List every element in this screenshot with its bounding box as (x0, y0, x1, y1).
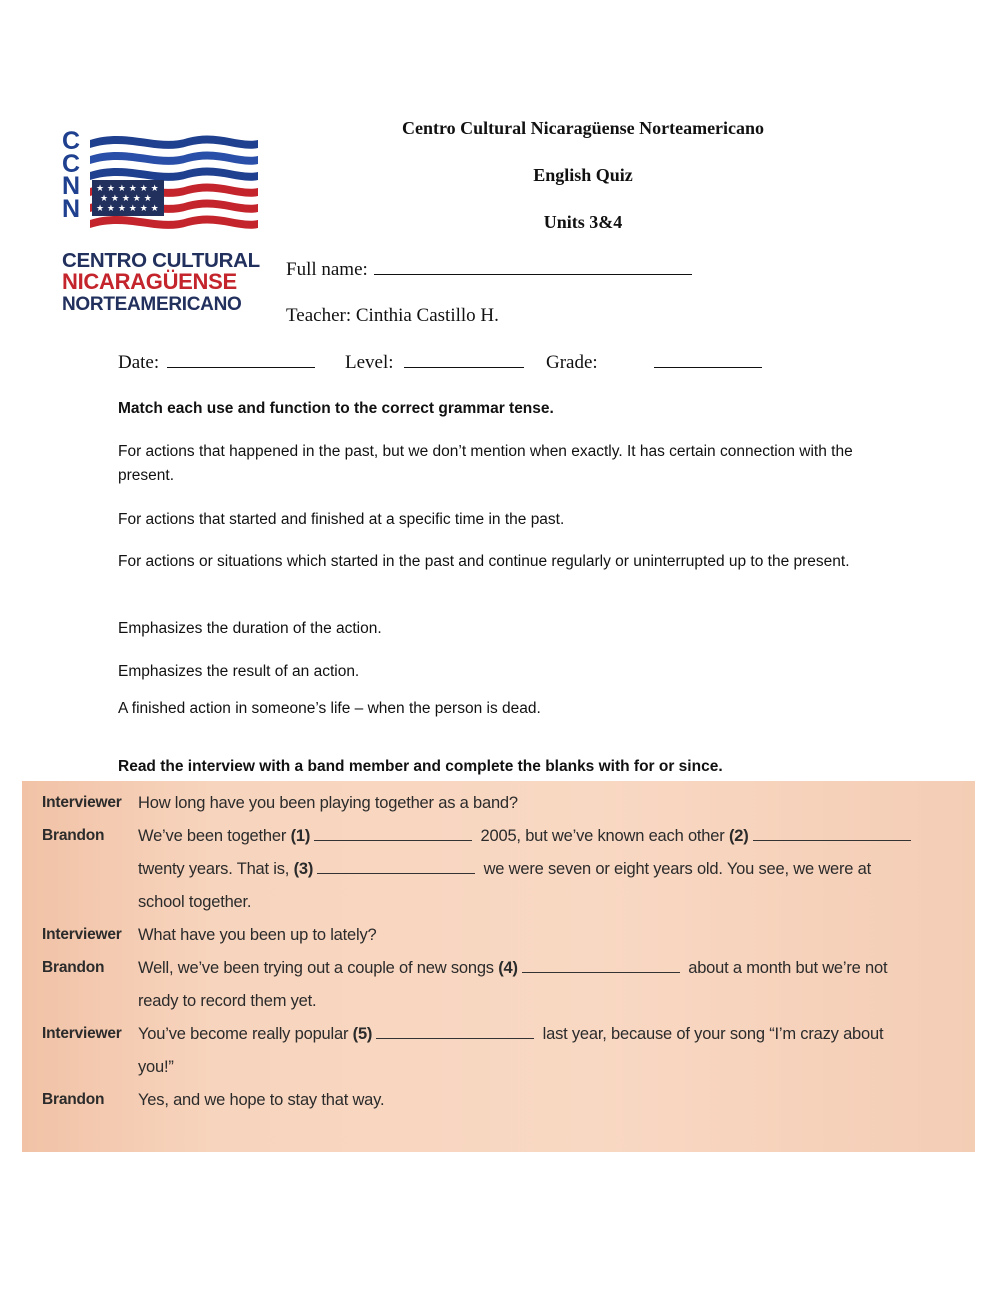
interview-line-9: you!” (138, 1058, 174, 1076)
line-3b: we were seven or eight years old. You see, we were at (483, 860, 872, 878)
grade-label: Grade: (546, 352, 598, 373)
quiz-title: English Quiz (533, 165, 633, 185)
tense-item-1: For actions that happened in the past, but we don’t mention when exactly. It has certain connection with the present. (118, 443, 853, 484)
line-2b: 2005, but we’ve known each other (480, 827, 725, 845)
interview-line-10: Yes, and we hope to stay that way. (138, 1091, 385, 1109)
speaker-interviewer: Interviewer (42, 926, 122, 943)
svg-text:★ ★ ★ ★ ★ ★: ★ ★ ★ ★ ★ ★ (96, 204, 159, 214)
flag-icon (88, 130, 260, 238)
answer-blank-5[interactable] (376, 1037, 534, 1039)
line-8b: last year, because of your song “I’m crazy about (542, 1025, 884, 1043)
line-3a: twenty years. That is, (138, 860, 290, 878)
answer-blank-3[interactable] (317, 872, 475, 874)
svg-text:★ ★ ★ ★ ★ ★: ★ ★ ★ ★ ★ ★ (96, 184, 159, 194)
grade-field[interactable] (546, 352, 762, 374)
interview-line-1: How long have you been playing together as a band? (138, 794, 518, 812)
level-label: Level: (345, 352, 394, 373)
logo-letter-n1: N (62, 172, 80, 200)
logo-line-1: CENTRO CULTURAL (62, 249, 260, 272)
teacher-line: Teacher: Cinthia Castillo H. (286, 305, 499, 326)
tense-item-6: A finished action in someone’s life – when the person is dead. (118, 700, 541, 717)
line-6b: about a month but we’re not (688, 959, 888, 977)
svg-text:★ ★ ★ ★ ★: ★ ★ ★ ★ ★ (100, 194, 152, 204)
interview-line-3 (138, 860, 871, 879)
speaker-brandon: Brandon (42, 959, 105, 976)
speaker-brandon: Brandon (42, 1091, 105, 1108)
speaker-brandon: Brandon (42, 827, 105, 844)
section2-instruction: Read the interview with a band member and complete the blanks with for or since. (118, 758, 723, 775)
institution-title: Centro Cultural Nicaragüense Norteamericano (401, 118, 765, 138)
full-name-blank[interactable] (374, 273, 692, 275)
blank-number-3: (3) (293, 860, 314, 878)
line-8a: You’ve become really popular (138, 1025, 349, 1043)
interview-line-8 (138, 1025, 883, 1044)
answer-blank-4[interactable] (522, 971, 680, 973)
blank-number-4: (4) (498, 959, 518, 977)
interview-line-2 (138, 827, 915, 846)
blank-number-1: (1) (290, 827, 311, 845)
logo-letter-c1: C (62, 127, 80, 155)
tense-item-2: For actions that started and finished at a specific time in the past. (118, 511, 565, 528)
tense-item-5: Emphasizes the result of an action. (118, 663, 360, 680)
interview-panel (22, 781, 975, 1152)
section1-instruction: Match each use and function to the correct grammar tense. (118, 400, 554, 417)
speaker-interviewer: Interviewer (42, 794, 122, 811)
logo-letter-n2: N (62, 194, 80, 223)
interview-line-7: ready to record them yet. (138, 992, 317, 1010)
tense-item-4: Emphasizes the duration of the action. (118, 620, 382, 637)
ccnn-logo (60, 128, 265, 323)
blank-number-5: (5) (352, 1025, 373, 1043)
speaker-interviewer: Interviewer (42, 1025, 122, 1042)
logo-line-3: NORTEAMERICANO (62, 294, 242, 315)
answer-blank-2[interactable] (753, 839, 911, 841)
date-label: Date: (118, 352, 160, 373)
interview-line-6 (138, 959, 887, 978)
tense-item-3: For actions or situations which started in the past and continue regularly or uninterrupted up to the present. (118, 553, 850, 570)
units-title: Units 3&4 (543, 212, 623, 232)
full-name-label: Full name: (286, 259, 368, 280)
line-6a: Well, we’ve been trying out a couple of new songs (138, 959, 494, 977)
blank-number-2: (2) (728, 827, 749, 845)
interview-line-5: What have you been up to lately? (138, 926, 377, 944)
logo-line-2: NICARAGÜENSE (62, 269, 237, 294)
line-2a: We’ve been together (138, 827, 287, 845)
level-field[interactable] (345, 352, 524, 374)
answer-blank-1[interactable] (314, 839, 472, 841)
level-blank[interactable] (404, 366, 524, 368)
full-name-field[interactable] (286, 259, 692, 281)
interview-line-4: school together. (138, 893, 252, 911)
date-field[interactable] (118, 352, 315, 374)
date-blank[interactable] (167, 366, 315, 368)
logo-letter-c2: C (62, 149, 80, 178)
grade-blank[interactable] (654, 366, 762, 368)
